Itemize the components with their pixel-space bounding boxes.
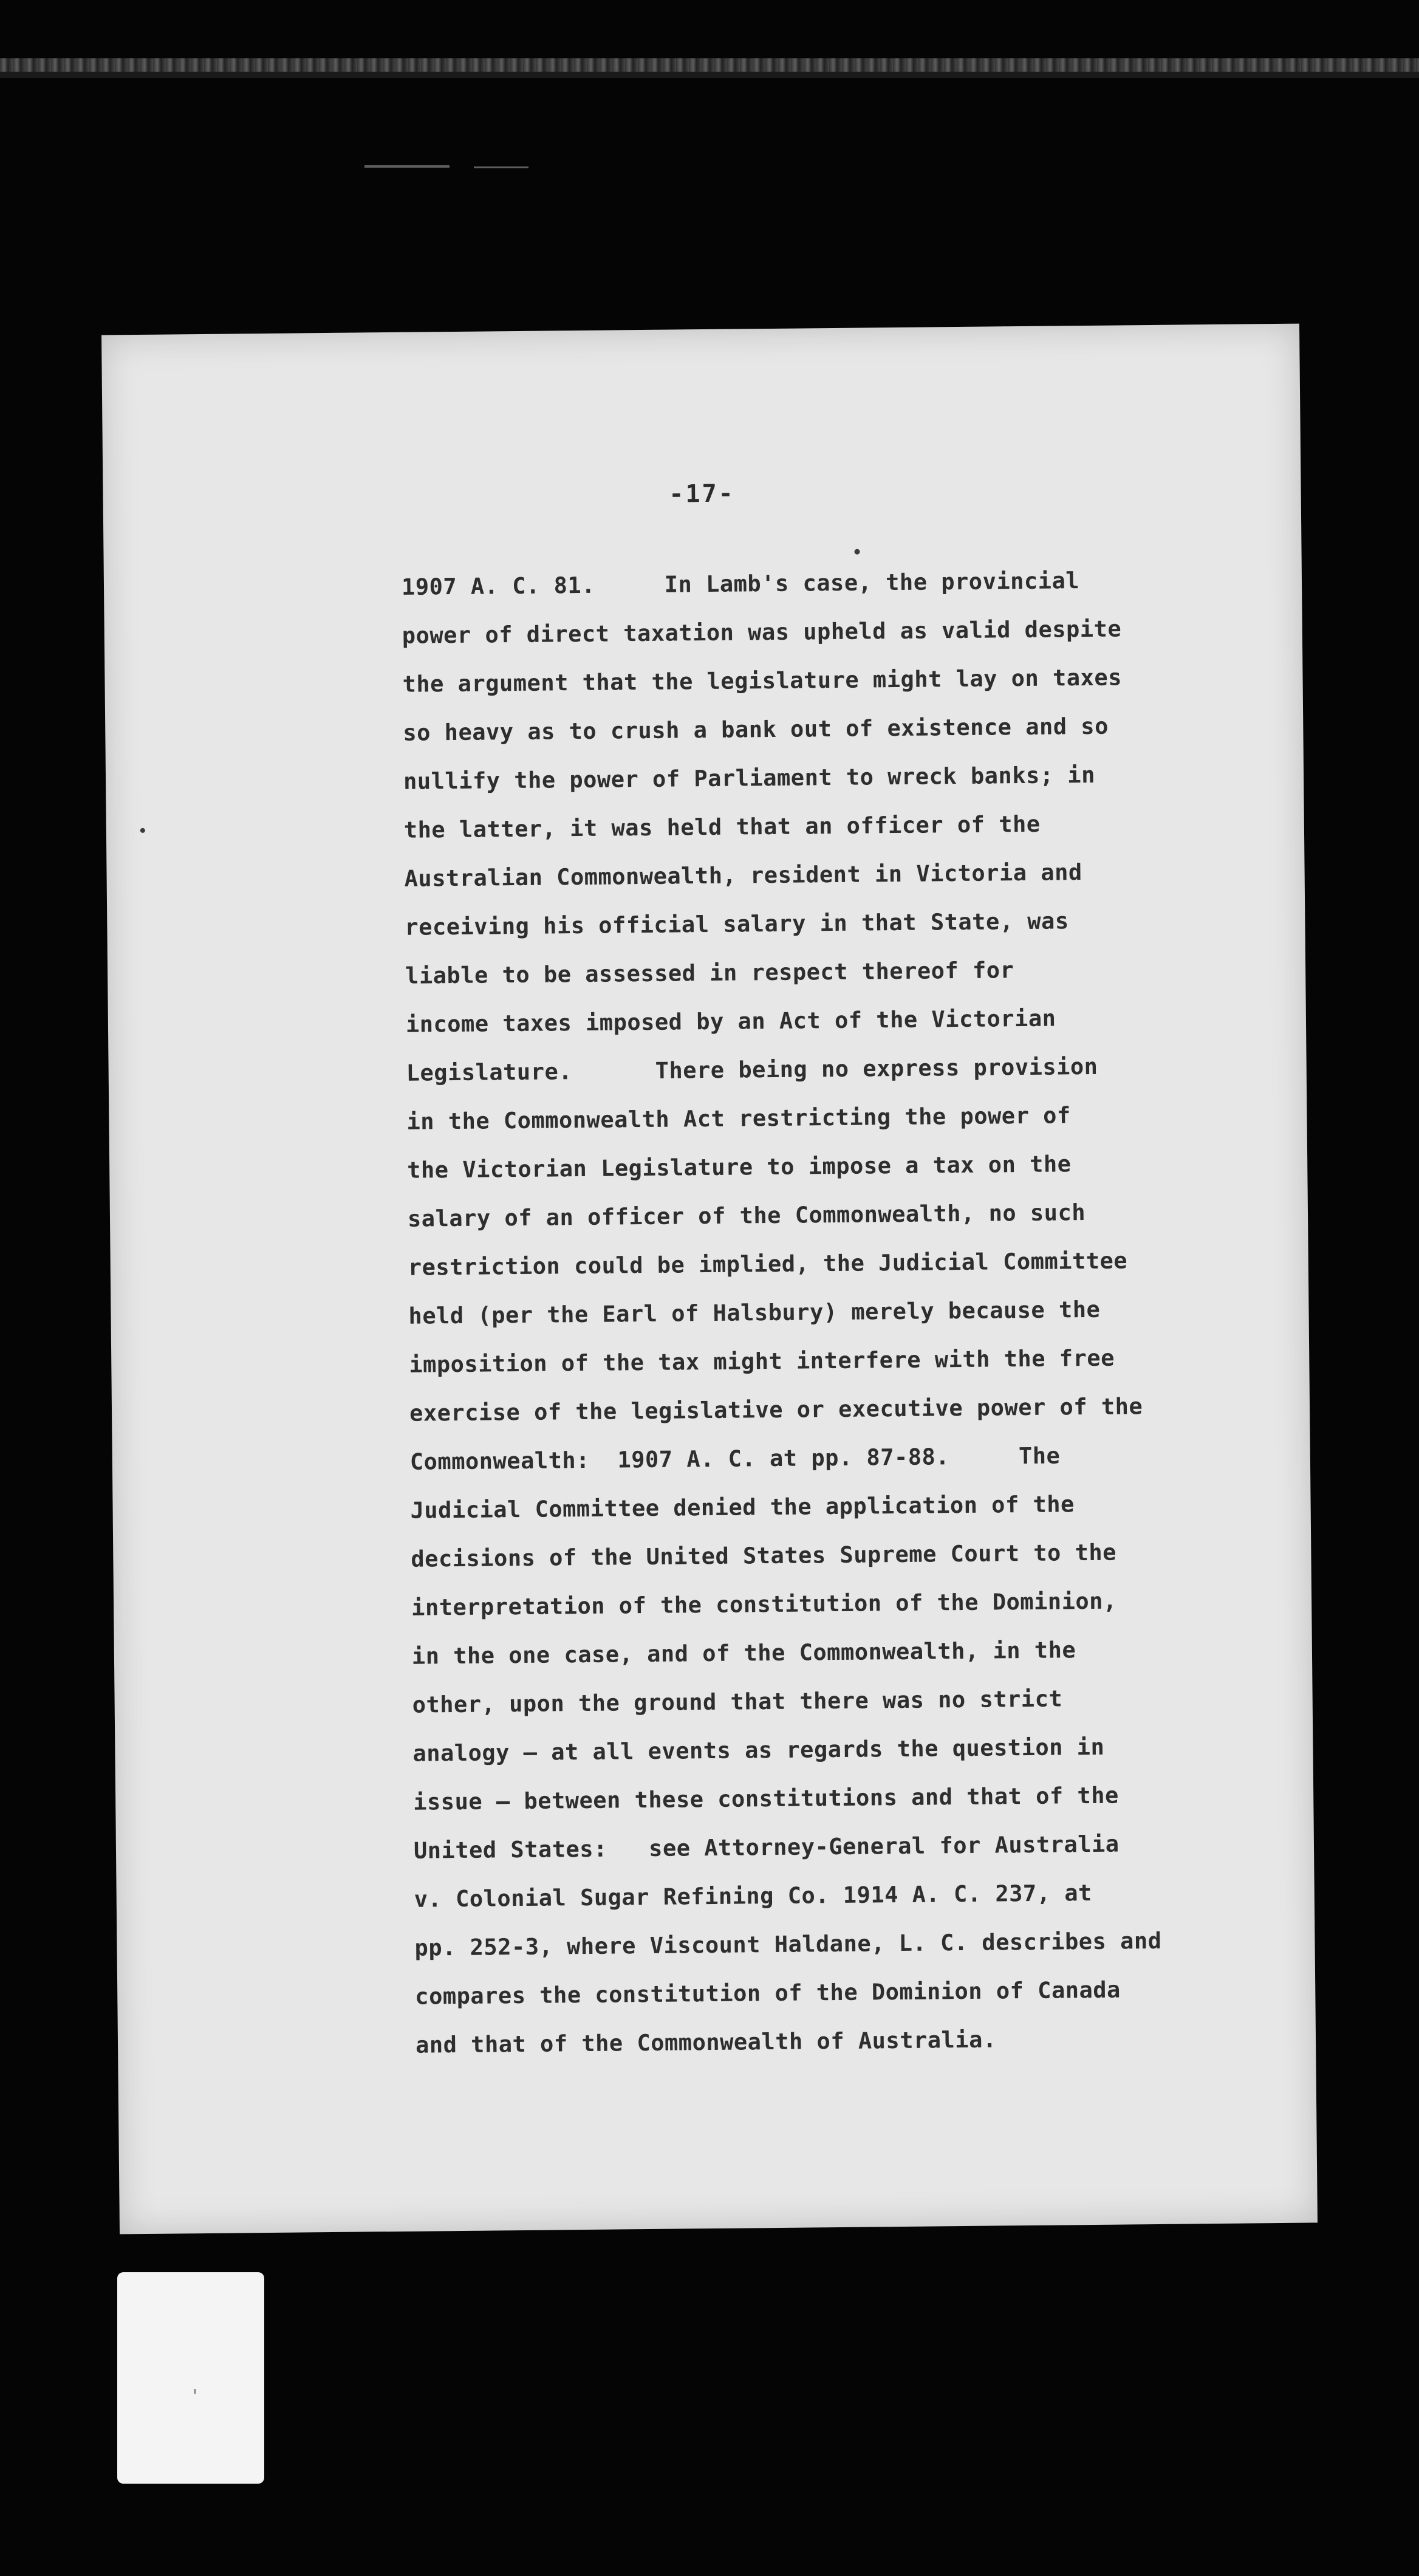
text-line: receiving his official salary in that State, was xyxy=(405,908,1069,940)
text-line: in the one case, and of the Commonwealth, in the xyxy=(411,1637,1076,1670)
text-line: restriction could be implied, the Judicial Committee xyxy=(408,1247,1128,1281)
film-edge-strip xyxy=(0,58,1419,72)
tab-speck xyxy=(194,2389,196,2394)
text-line: analogy — at all events as regards the question in xyxy=(412,1733,1105,1767)
text-line: held (per the Earl of Halsbury) merely because the xyxy=(408,1296,1101,1329)
text-line: Commonwealth: 1907 A. C. at pp. 87-88. The xyxy=(409,1442,1061,1475)
text-line: in the Commonwealth Act restricting the power of xyxy=(406,1102,1071,1135)
text-line: imposition of the tax might interfere with the free xyxy=(409,1345,1115,1378)
text-line: liable to be assessed in respect thereof for xyxy=(405,957,1014,989)
text-line: Judicial Committee denied the application of the xyxy=(410,1491,1075,1524)
film-leader-tab xyxy=(117,2272,264,2484)
text-line: 1907 A. C. 81. In Lamb's case, the provincial xyxy=(401,567,1080,600)
text-line: pp. 252-3, where Viscount Haldane, L. C. describes and xyxy=(414,1927,1162,1961)
film-scratch xyxy=(364,165,450,168)
ink-speck xyxy=(140,828,145,833)
body-text xyxy=(402,555,1285,2070)
text-line: issue — between these constitutions and that of the xyxy=(413,1782,1119,1815)
text-line: Australian Commonwealth, resident in Victoria and xyxy=(404,859,1082,892)
text-line: other, upon the ground that there was no strict xyxy=(412,1685,1063,1718)
text-line: income taxes imposed by an Act of the Victorian xyxy=(405,1005,1056,1038)
page-number: -17- xyxy=(669,479,735,509)
film-edge-shadow xyxy=(0,72,1419,78)
text-line: the argument that the legislature might lay on taxes xyxy=(402,664,1123,697)
text-line: v. Colonial Sugar Refining Co. 1914 A. C. 237, at xyxy=(414,1880,1092,1913)
text-line: and that of the Commonwealth of Australia. xyxy=(415,2026,997,2058)
document-page xyxy=(101,324,1318,2235)
text-line: the Victorian Legislature to impose a tax on the xyxy=(407,1151,1072,1184)
text-line: nullify the power of Parliament to wreck banks; in xyxy=(403,761,1096,795)
text-line: exercise of the legislative or executive power of the xyxy=(409,1393,1143,1427)
text-line: compares the constitution of the Dominion of Canada xyxy=(415,1976,1121,2010)
text-line: so heavy as to crush a bank out of existence and so xyxy=(403,713,1109,746)
text-line: decisions of the United States Supreme Court to the xyxy=(411,1539,1117,1572)
text-line: power of direct taxation was upheld as valid despite xyxy=(402,615,1122,649)
text-line: salary of an officer of the Commonwealth, no such xyxy=(407,1199,1086,1232)
text-line: Legislature. There being no express provision xyxy=(406,1053,1098,1086)
text-line: the latter, it was held that an officer of the xyxy=(403,810,1041,843)
ink-speck xyxy=(854,549,860,555)
text-line: interpretation of the constitution of the Dominion, xyxy=(411,1588,1117,1621)
film-scratch xyxy=(474,166,528,168)
text-line: United States: see Attorney-General for Australia xyxy=(413,1831,1120,1864)
